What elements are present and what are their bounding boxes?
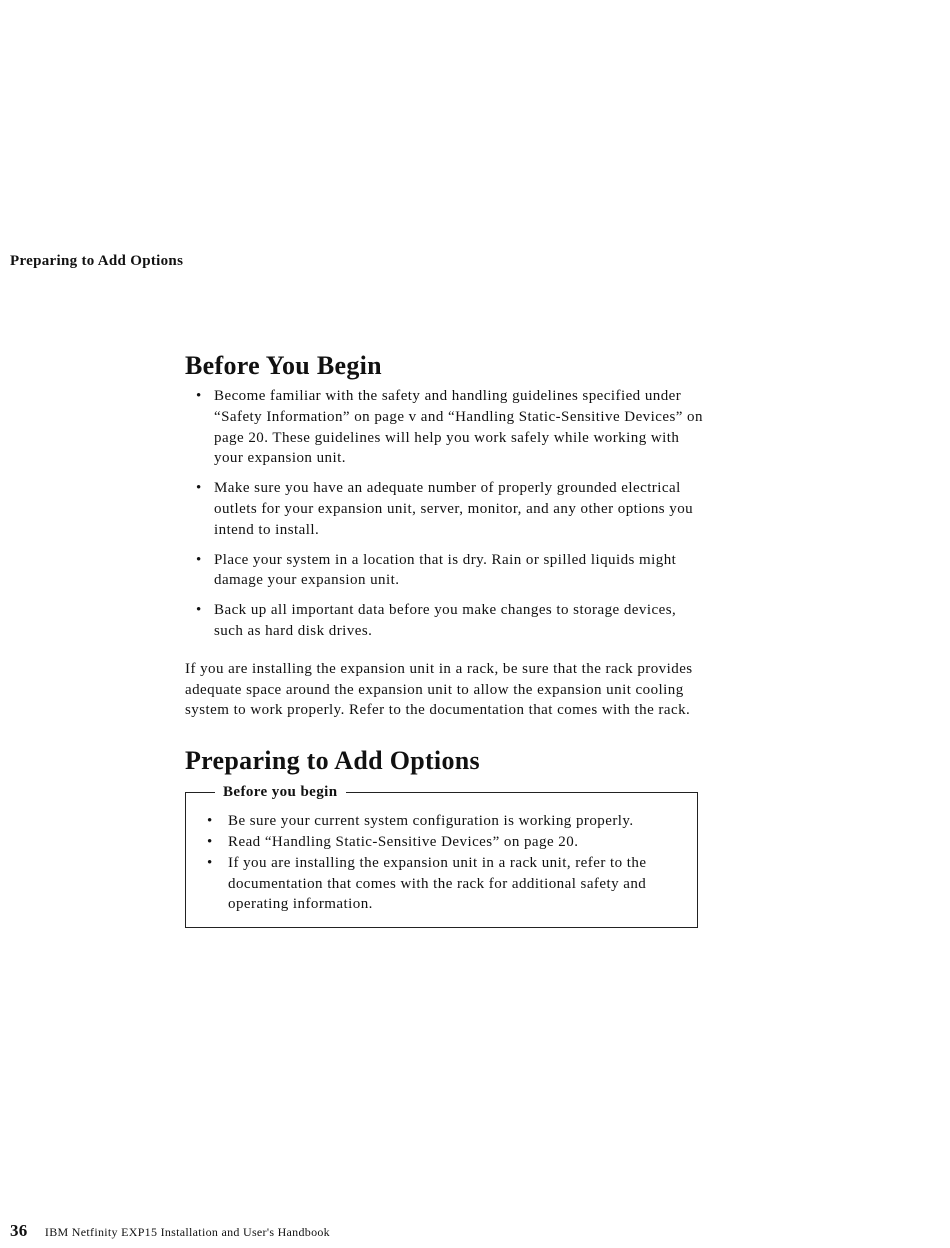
before-you-begin-section <box>185 350 705 721</box>
list-item <box>199 853 683 915</box>
bullet-icon: • <box>207 854 213 871</box>
list-item-text: Make sure you have an adequate number of properly grounded electrical outlets for your expansion unit, server, monitor, and any other options you intend to install. <box>214 480 694 538</box>
bullet-icon: • <box>207 833 213 850</box>
list-item-text: Become familiar with the safety and handling guidelines specified under “Safety Information” on page v and “Handling Static-Sensitive Devices” on page 20. These guidelines will help you work safely while working with your expansion unit. <box>214 388 703 467</box>
bullet-icon: • <box>196 480 202 497</box>
list-item-text: Read “Handling Static-Sensitive Devices” on page 20. <box>228 833 579 850</box>
list-item <box>185 386 705 469</box>
list-item-text: Be sure your current system configuration is working properly. <box>228 813 634 830</box>
before-you-begin-box <box>185 784 698 928</box>
bullet-icon: • <box>207 813 213 830</box>
list-item <box>199 811 683 832</box>
book-title: IBM Netfinity EXP15 Installation and User's Handbook <box>44 1225 330 1239</box>
list-item-text: Place your system in a location that is dry. Rain or spilled liquids might damage your expansion unit. <box>214 551 677 589</box>
running-head-title: Preparing to Add Options <box>10 253 184 269</box>
bullet-icon: • <box>196 388 202 404</box>
preparing-options-section <box>185 745 705 928</box>
box-list <box>199 811 683 915</box>
list-item <box>185 600 705 642</box>
box-title: Before you begin <box>215 782 346 802</box>
page-footer <box>10 1221 330 1241</box>
list-item <box>185 550 705 592</box>
list-item-text: If you are installing the expansion unit in a rack unit, refer to the documentation that comes with the rack for additional safety and operating information. <box>228 854 647 913</box>
before-you-begin-list <box>185 386 705 642</box>
list-item <box>185 478 705 540</box>
bullet-icon: • <box>196 551 202 568</box>
preparing-options-heading: Preparing to Add Options <box>185 746 480 776</box>
rack-space-paragraph: If you are installing the expansion unit in a rack, be sure that the rack provides adequate space around the expansion unit to allow the expansion unit cooling system to work properly. Refer to the documentation that comes with the rack. <box>185 660 693 719</box>
page-number: 36 <box>10 1221 28 1240</box>
page-content <box>185 350 705 928</box>
list-item <box>199 832 683 853</box>
list-item-text: Back up all important data before you make changes to storage devices, such as hard disk drives. <box>214 602 677 639</box>
before-you-begin-heading: Before You Begin <box>185 351 382 380</box>
bullet-icon: • <box>196 602 202 619</box>
